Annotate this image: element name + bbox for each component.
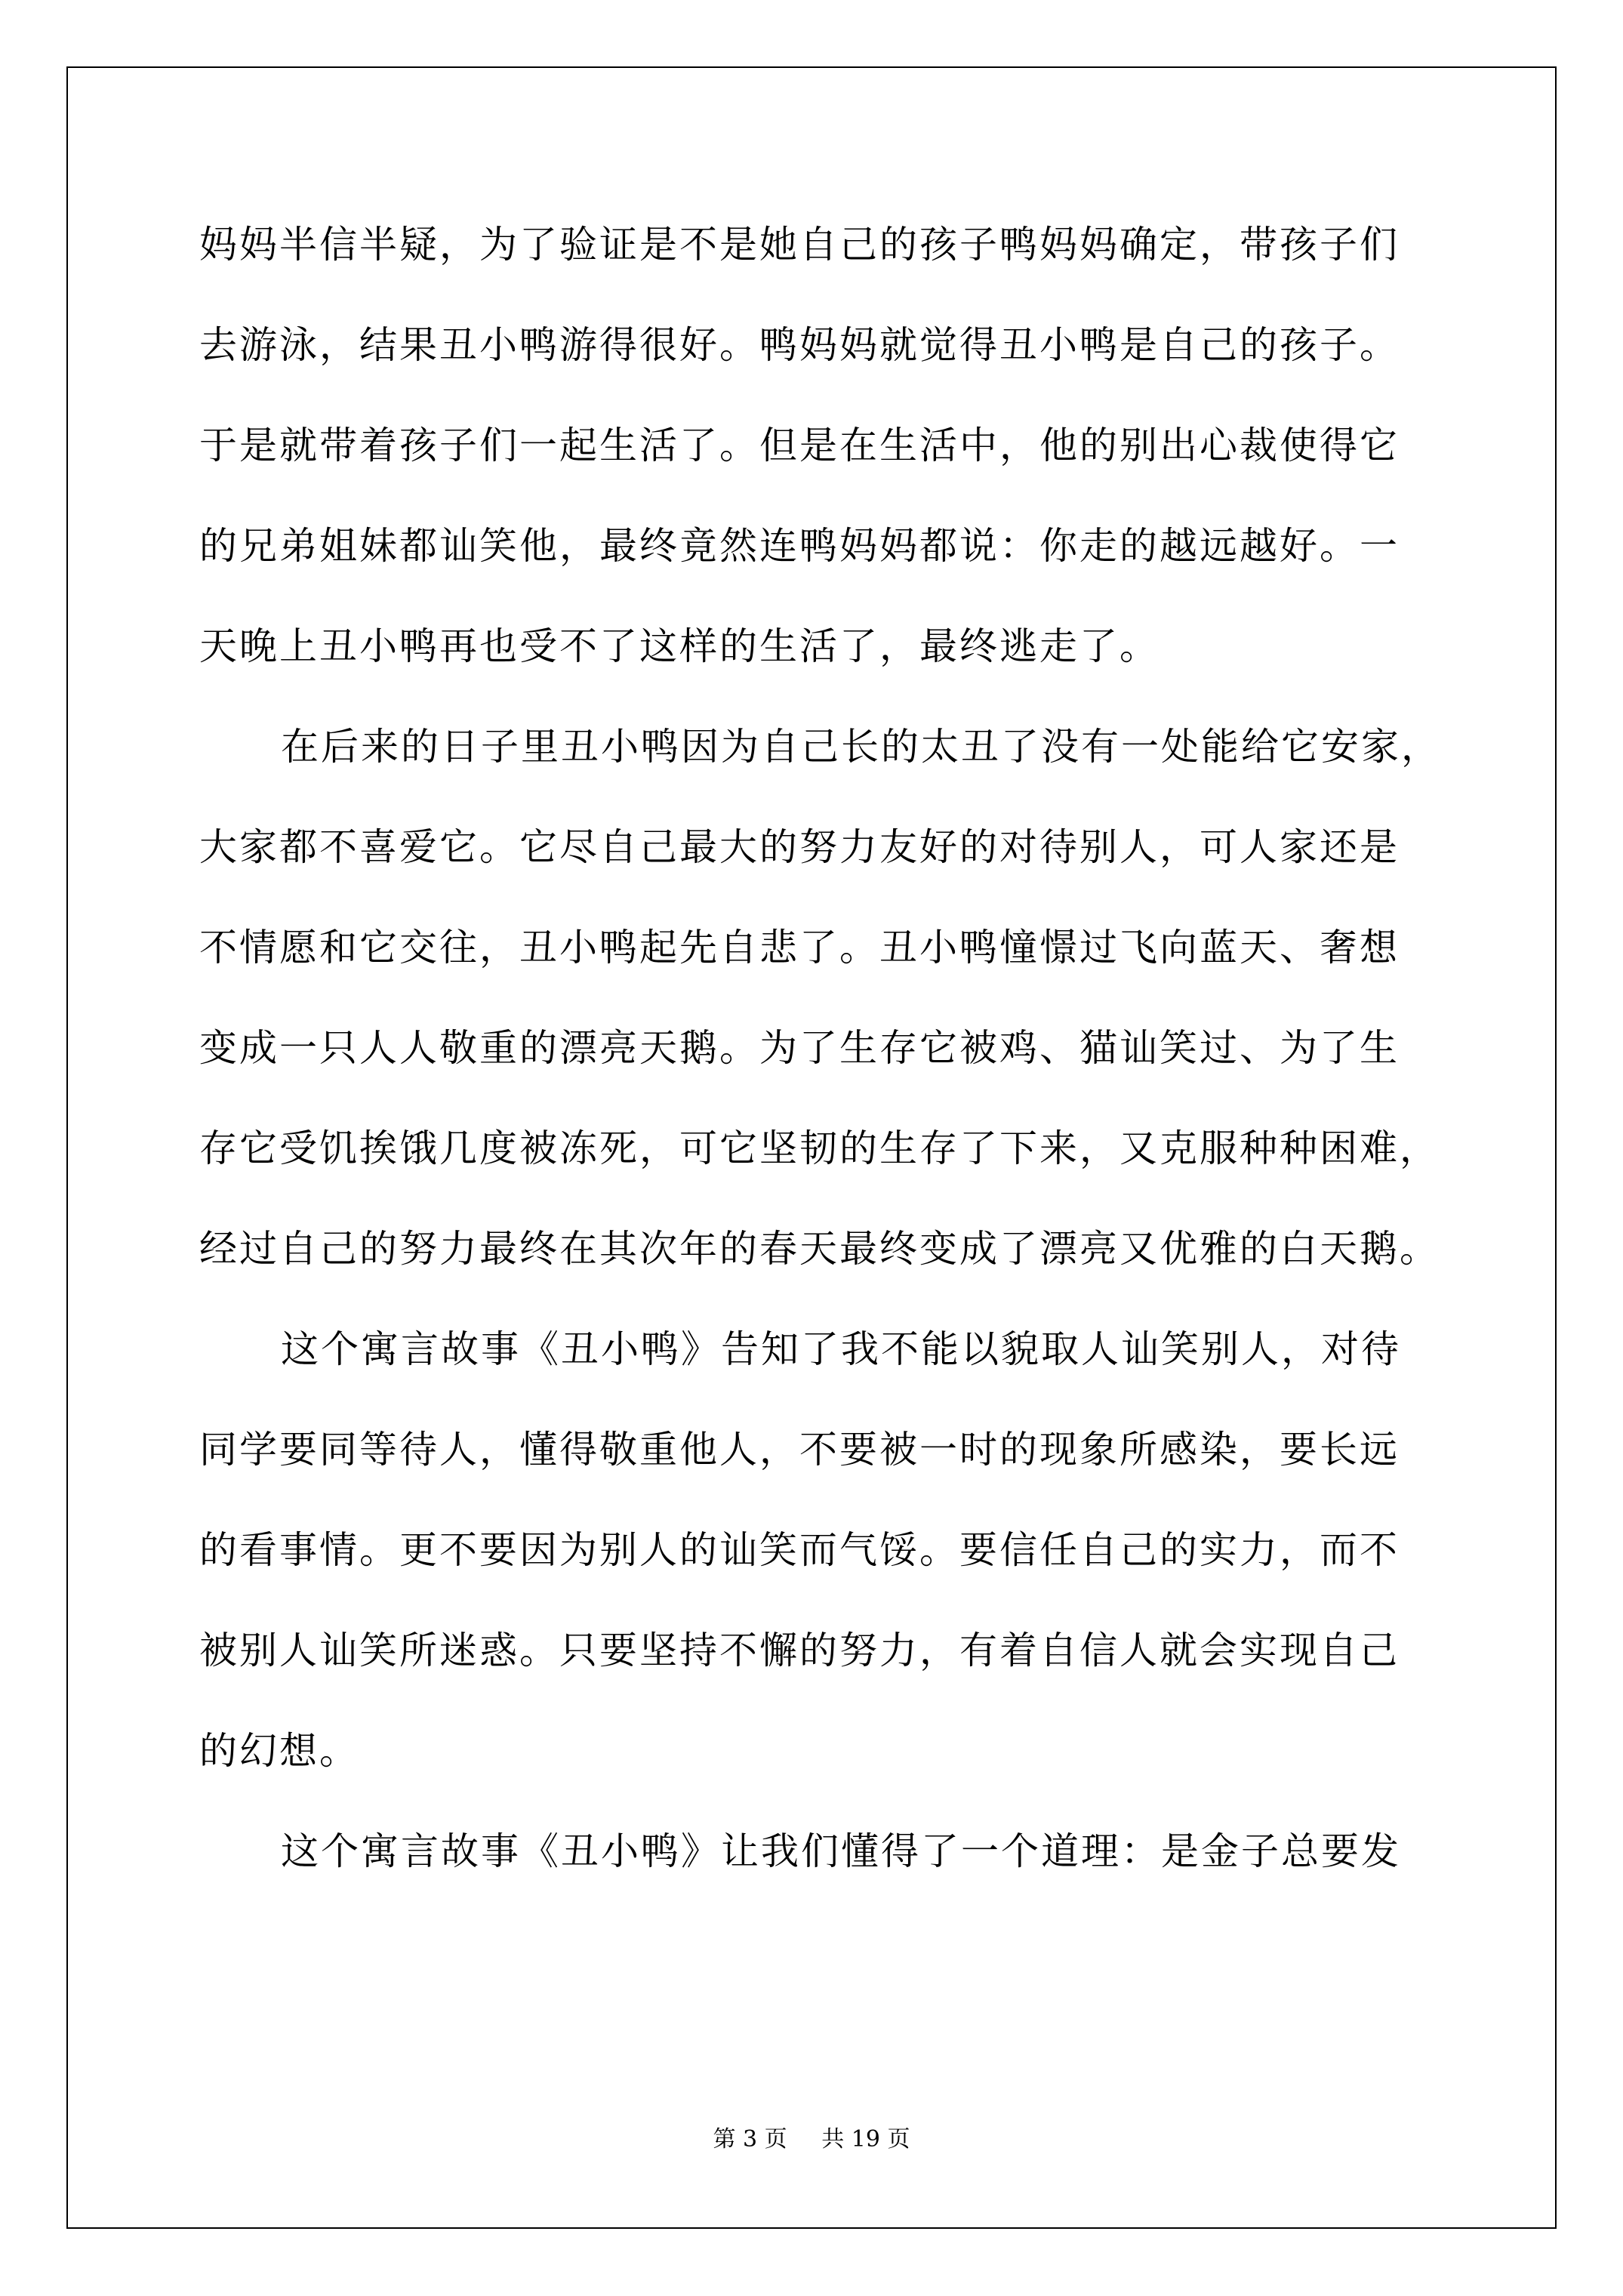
page-number: 第 3 页 <box>713 2126 787 2153</box>
body-line: 存它受饥挨饿几度被冻死，可它坚韧的生存了下来，又克服种种困难， <box>199 1126 1440 1170</box>
page-total: 共 19 页 <box>821 2126 910 2153</box>
body-line: 变成一只人人敬重的漂亮天鹅。为了生存它被鸡、猫讪笑过、为了生 <box>199 1026 1400 1070</box>
body-line: 的幻想。 <box>199 1729 359 1773</box>
paragraph-first-line: 在后来的日子里丑小鸭因为自己长的太丑了没有一处能给它安家， <box>281 725 1441 769</box>
body-line: 于是就带着孩子们一起生活了。但是在生活中，他的别出心裁使得它 <box>199 424 1400 467</box>
body-line: 不情愿和它交往，丑小鸭起先自悲了。丑小鸭憧憬过飞向蓝天、奢想 <box>199 926 1400 969</box>
body-line: 的看事情。更不要因为别人的讪笑而气馁。要信任自己的实力，而不 <box>199 1528 1400 1572</box>
document-body <box>199 195 1441 1902</box>
body-line: 同学要同等待人，懂得敬重他人，不要被一时的现象所感染，要长远 <box>199 1428 1400 1472</box>
body-line: 的兄弟姐妹都讪笑他，最终竟然连鸭妈妈都说：你走的越远越好。一 <box>199 524 1400 568</box>
body-line: 去游泳，结果丑小鸭游得很好。鸭妈妈就觉得丑小鸭是自己的孩子。 <box>199 323 1400 367</box>
paragraph-first-line: 这个寓言故事《丑小鸭》告知了我不能以貌取人讪笑别人，对待 <box>281 1327 1401 1371</box>
body-line: 大家都不喜爱它。它尽自己最大的努力友好的对待别人，可人家还是 <box>199 825 1400 869</box>
body-line: 妈妈半信半疑，为了验证是不是她自己的孩子鸭妈妈确定，带孩子们 <box>199 223 1400 267</box>
paragraph-first-line: 这个寓言故事《丑小鸭》让我们懂得了一个道理：是金子总要发 <box>281 1829 1401 1873</box>
body-line: 天晚上丑小鸭再也受不了这样的生活了，最终逃走了。 <box>199 624 1160 668</box>
body-line: 经过自己的努力最终在其次年的春天最终变成了漂亮又优雅的白天鹅。 <box>199 1227 1440 1271</box>
body-line: 被别人讪笑所迷惑。只要坚持不懈的努力，有着自信人就会实现自己 <box>199 1629 1400 1672</box>
page-footer <box>0 2120 1623 2153</box>
